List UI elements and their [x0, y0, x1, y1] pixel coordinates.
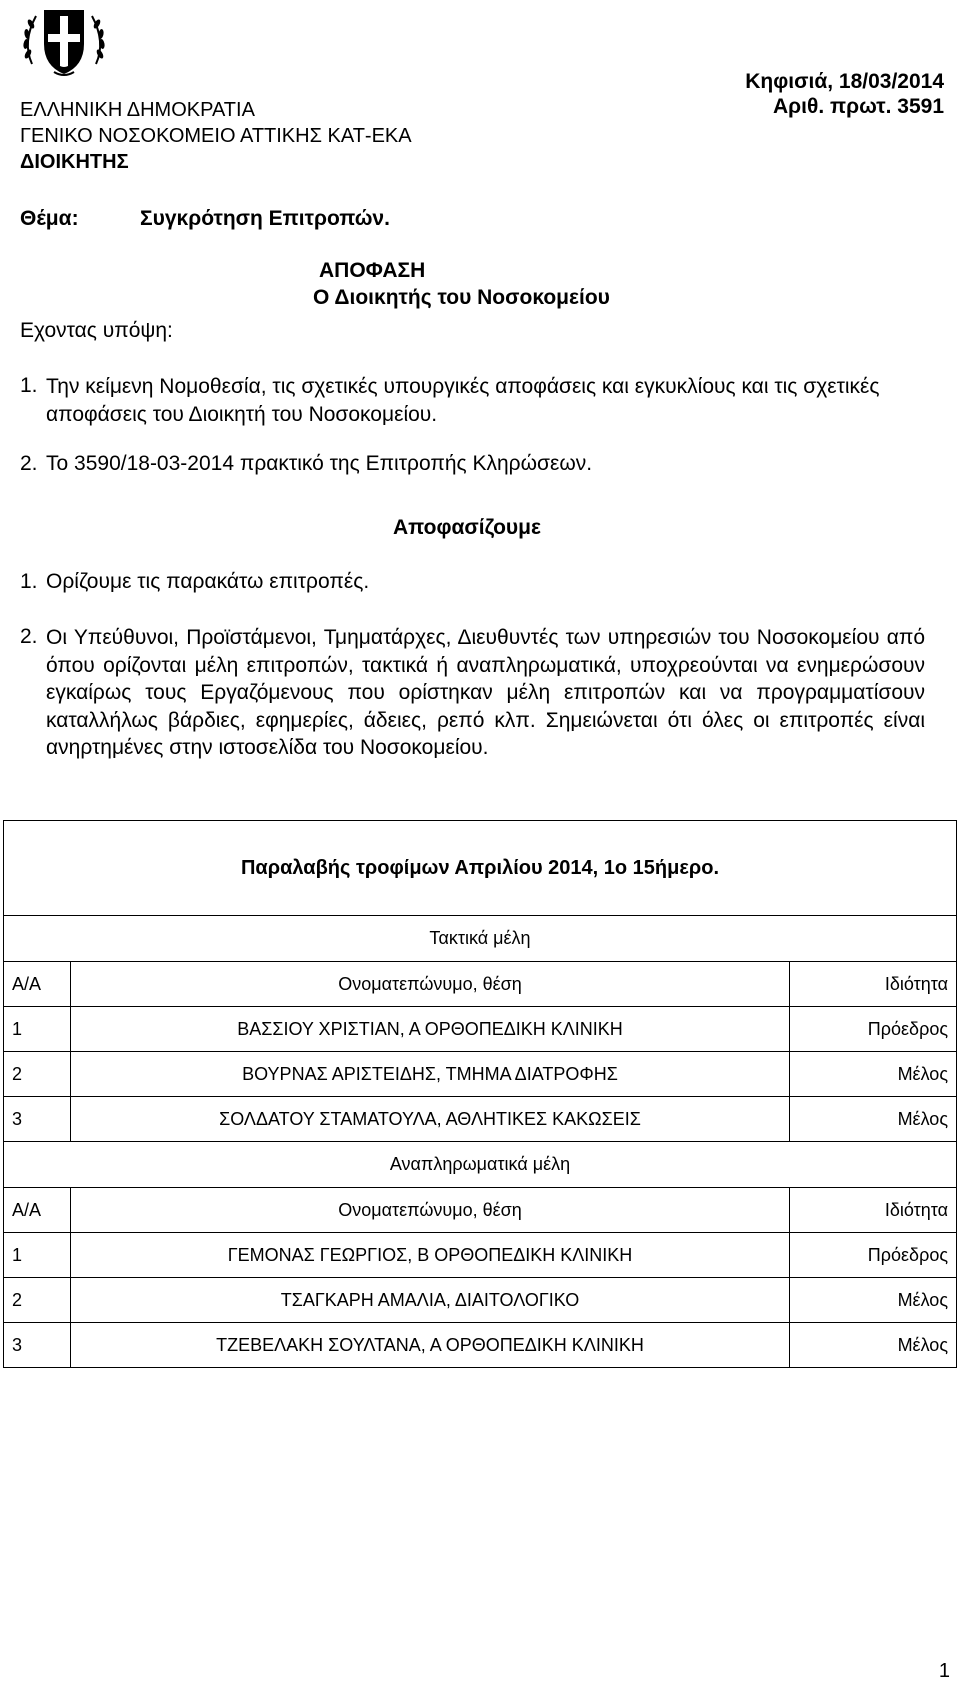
considering-label: Εχοντας υπόψη: [20, 319, 173, 342]
col-header-role: Ιδιότητα [790, 1188, 957, 1233]
cell-role: Μέλος [790, 1052, 957, 1097]
table-row [4, 1278, 957, 1323]
issuer-block [20, 97, 412, 175]
decision-1-num: 1. [20, 570, 38, 593]
col-header-name: Ονοματεπώνυμο, θέση [71, 1188, 790, 1233]
cell-index: 3 [4, 1323, 71, 1368]
considering-1-text: Την κείμενη Νομοθεσία, τις σχετικές υπουργικές αποφάσεις και εγκυκλίους και τις σχετικές αποφάσεις του Διοικητή του Νοσοκομείου. [46, 375, 880, 426]
table-row [4, 1052, 957, 1097]
considering-2-num: 2. [20, 452, 38, 475]
place-date: Κηφισιά, 18/03/2014 [745, 70, 944, 93]
cell-index: 1 [4, 1007, 71, 1052]
table-row [4, 1007, 957, 1052]
hellenic-republic-coat-of-arms-icon [18, 4, 110, 80]
cell-index: 1 [4, 1233, 71, 1278]
cell-role: Πρόεδρος [790, 1007, 957, 1052]
col-header-name: Ονοματεπώνυμο, θέση [71, 962, 790, 1007]
cell-index: 2 [4, 1278, 71, 1323]
cell-name: ΣΟΛΔΑΤΟΥ ΣΤΑΜΑΤΟΥΛΑ, ΑΘΛΗΤΙΚΕΣ ΚΑΚΩΣΕΙΣ [71, 1097, 790, 1142]
committee-table [3, 820, 957, 1368]
table-header-row [4, 962, 957, 1007]
coat-of-arms-graphic [18, 4, 110, 80]
committee-title: Παραλαβής τροφίμων Απριλίου 2014, 1ο 15ήμερο. [4, 821, 957, 916]
col-header-role: Ιδιότητα [790, 962, 957, 1007]
decision-subtitle: Ο Διοικητής του Νοσοκομείου [313, 286, 610, 309]
cell-name: ΤΣΑΓΚΑΡΗ ΑΜΑΛΙΑ, ΔΙΑΙΤΟΛΟΓΙΚΟ [71, 1278, 790, 1323]
cell-index: 2 [4, 1052, 71, 1097]
table-row [4, 1323, 957, 1368]
issuer-country: ΕΛΛΗΝΙΚΗ ΔΗΜΟΚΡΑΤΙΑ [20, 99, 255, 121]
decision-title: ΑΠΟΦΑΣΗ [319, 259, 426, 282]
subject-text: Συγκρότηση Επιτροπών. [140, 207, 390, 230]
cell-role: Μέλος [790, 1323, 957, 1368]
decision-1-text: Ορίζουμε τις παρακάτω επιτροπές. [46, 570, 370, 593]
col-header-index: Α/Α [4, 962, 71, 1007]
cell-name: ΒΑΣΣΙΟΥ ΧΡΙΣΤΙΑΝ, Α ΟΡΘΟΠΕΔΙΚΗ ΚΛΙΝΙΚΗ [71, 1007, 790, 1052]
decision-2-text: Οι Υπεύθυνοι, Προϊστάμενοι, Τμηματάρχες, Διευθυντές των υπηρεσιών του Νοσοκομείου από όπου ορίζονται μέλη επιτροπών, τακτικά ή αναπληρωματικά, υποχρεούνται να ενημερώσουν εγκαίρως τους Εργαζόμενους που ορίστηκαν μέλη επιτροπών και να προγραμματίσουν καταλλήλως βάρδιες, εφημερίες, άδειες, ρεπό κλπ. Σημειώνεται ότι όλες οι επιτροπές είναι ανηρτημένες στην ιστοσελίδα του Νοσοκομείου. [46, 626, 925, 759]
table-row [4, 1097, 957, 1142]
cell-name: ΓΕΜΟΝΑΣ ΓΕΩΡΓΙΟΣ, Β ΟΡΘΟΠΕΔΙΚΗ ΚΛΙΝΙΚΗ [71, 1233, 790, 1278]
table-header-row [4, 1188, 957, 1233]
subject-label: Θέμα: [20, 207, 79, 230]
cell-name: ΒΟΥΡΝΑΣ ΑΡΙΣΤΕΙΔΗΣ, ΤΜΗΜΑ ΔΙΑΤΡΟΦΗΣ [71, 1052, 790, 1097]
table-row [4, 1233, 957, 1278]
page-number: 1 [938, 1660, 950, 1682]
col-header-index: Α/Α [4, 1188, 71, 1233]
cell-role: Πρόεδρος [790, 1233, 957, 1278]
date-protocol-block [745, 69, 944, 119]
considering-2-text: Το 3590/18-03-2014 πρακτικό της Επιτροπής Κληρώσεων. [46, 452, 593, 475]
regular-members-heading: Τακτικά μέλη [4, 916, 957, 962]
cell-role: Μέλος [790, 1278, 957, 1323]
decision-2-num: 2. [20, 625, 38, 648]
decide-heading: Αποφασίζουμε [393, 516, 541, 539]
alternate-members-heading: Αναπληρωματικά μέλη [4, 1142, 957, 1188]
protocol-number: Αριθ. πρωτ. 3591 [773, 95, 944, 118]
cell-index: 3 [4, 1097, 71, 1142]
cell-role: Μέλος [790, 1097, 957, 1142]
considering-1-num: 1. [20, 374, 38, 397]
cell-name: ΤΖΕΒΕΛΑΚΗ ΣΟΥΛΤΑΝΑ, Α ΟΡΘΟΠΕΔΙΚΗ ΚΛΙΝΙΚΗ [71, 1323, 790, 1368]
issuer-office: ΔΙΟΙΚΗΤΗΣ [20, 151, 129, 173]
issuer-hospital: ΓΕΝΙΚΟ ΝΟΣΟΚΟΜΕΙΟ ΑΤΤΙΚΗΣ ΚΑΤ-ΕΚΑ [20, 125, 412, 147]
